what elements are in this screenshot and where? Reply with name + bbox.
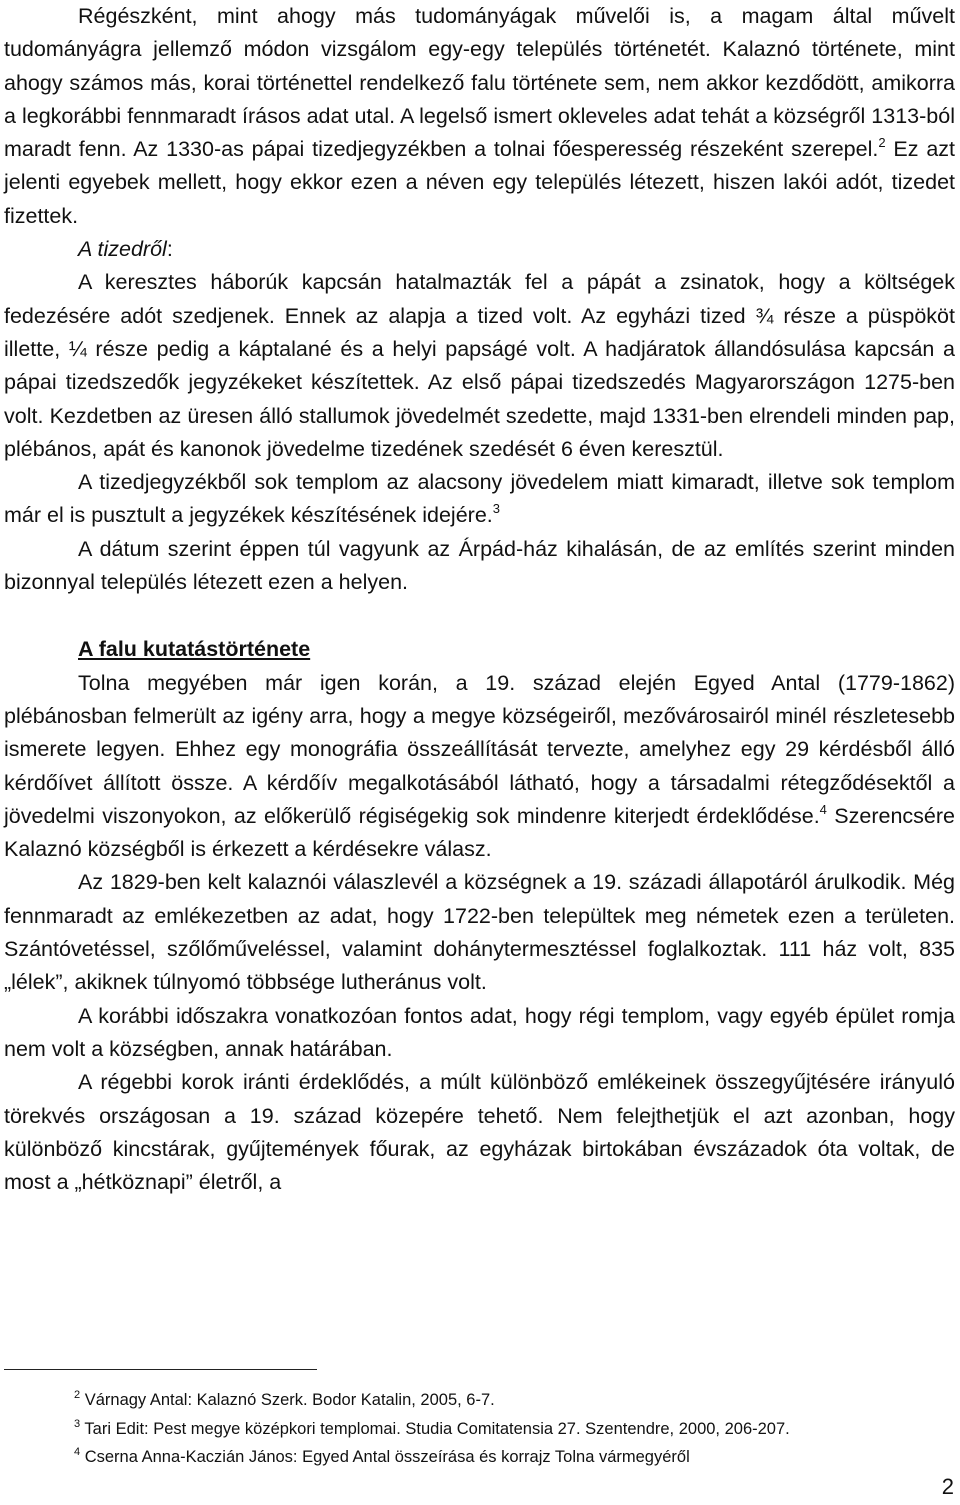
footnote-ref[interactable]: 4 [819,801,827,817]
paragraph-datum: A dátum szerint éppen túl vagyunk az Árpád-ház kihalásán, de az említés szerint minden bizonnyal település létezett ezen a helyen. [4,536,955,595]
document-page [4,0,955,1199]
paragraph-tized: A keresztes háborúk kapcsán hatalmazták fel a pápát a zsinatok, hogy a költségek fedezésére adót szedjenek. Ennek az alapja a tized volt. Az egyházi tized ¾ része a püspököt illette, ¼ része pedig a káptalané és a helyi papságé volt. A hadjáratok állandósulása kapcsán a pápai tizedszedők jegyzékeket készítettek. Az első pápai tizedszedés Magyarországon 1275-ben volt. Kezdetben az üresen álló stallumok jövedelmét szedette, majd 1331-ben elrendeli minden pap, plébános, apát és kanonok jövedelme tizedének szedését 6 éven keresztül. [4,270,955,461]
paragraph-text: Tolna megyében már igen korán, a 19. század elején Egyed Antal (1779-1862) plébánosban felmerült az igény arra, hogy a megye községeiről, mezővárosairól minél részletesebb ismerete legyen. Ehhez egy monográfia összeállítását tervezte, amelyhez egy 29 kérdésből álló kérdőívet állított össze. A kérdőív megalkotásából látható, hogy a társadalmi rétegződésektől a jövedelmi viszonyokon, az előkerülő régiségekig sok mindenre kiterjedt érdeklődése. [4,670,955,828]
footnote-text: Tari Edit: Pest megye középkori templomai. Studia Comitatensia 27. Szentendre, 2000, 206-207. [84,1419,790,1438]
subheading-text: A tizedről [78,237,167,262]
paragraph-tizedjegyzek [4,466,955,533]
footnote-number: 2 [74,1389,81,1401]
footnote-divider [4,1369,317,1370]
paragraph-templom: A korábbi időszakra vonatkozóan fontos adat, hogy régi templom, vagy egyéb épület romja nem volt a községben, annak határában. [4,1003,955,1061]
section-heading: A falu kutatástörténete [78,637,311,662]
paragraph-intro [4,0,955,233]
paragraph-regebbi-korok: A régebbi korok iránti érdeklődés, a múlt különböző emlékeinek összegyűjtésére irányuló törekvés országosan a 19. század közepére tehető. Nem felejthetjük el azt azonban, hogy különböző kincstárak, gyűjtemények főurak, az egyházak birtokában évszázadok óta voltak, de most a „hétköznapi” életről, a [4,1070,955,1195]
footnote-number: 4 [74,1446,81,1458]
subheading-colon: : [166,237,173,262]
paragraph-egyed-antal [4,667,955,867]
footnote-item [74,1386,954,1415]
page-number: 2 [941,1474,954,1499]
paragraph-text: Szerencsére Kalaznó községből is érkezett a kérdésekre válasz. [4,803,955,862]
footnote-text: Várnagy Antal: Kalaznó Szerk. Bodor Katalin, 2005, 6-7. [84,1391,495,1409]
paragraph-text: A tizedjegyzékből sok templom az alacsony jövedelem miatt kimaradt, illetve sok templom már el is pusztult a jegyzékek készítésének idejére. [4,470,955,528]
footnote-ref[interactable]: 3 [492,501,500,517]
footnote-text: Cserna Anna-Kaczián János: Egyed Antal összeírása és korrajz Tolna vármegyéről [84,1448,690,1466]
paragraph-text: Régészként, mint ahogy más tudományágak művelői is, a magam által művelt tudományágra jellemző módon vizsgálom egy-egy település történetét. Kalaznó története, mint ahogy számos más, korai történettel rendelkező falu története sem, nem akkor kezdődött, amikorra a legkorábbi fennmaradt írásos adat utal. A legelső ismert okleveles adat tehát a községről 1313-ból maradt fenn. Az 1330-as pápai tizedjegyzékben a tolnai főesperesség részeként szerepel. [4,4,955,162]
footnotes [74,1386,954,1472]
subheading-tized [4,233,955,266]
footnote-number: 3 [74,1417,81,1430]
paragraph-text: Ez azt jelenti egyebek mellett, hogy ekkor ezen a néven egy település létezett, hiszen lakói adót, tizedet fizettek. [4,137,956,228]
footnote-item [74,1443,954,1472]
footnote-ref[interactable]: 2 [878,135,886,151]
spacer [4,599,955,633]
paragraph-valaszlevel: Az 1829-ben kelt kalaznói válaszlevél a községnek a 19. századi állapotáról árulkodik. Még fennmaradt az emlékezetben az adat, hogy 1722-ben települtek meg németek ezen a területen. Szántóvetéssel, szőlőműveléssel, valamint dohánytermesztéssel foglalkoztak. 111 ház volt, 835 „lélek”, akiknek túlnyomó többsége lutheránus volt. [4,870,955,995]
footnote-item [74,1415,954,1444]
